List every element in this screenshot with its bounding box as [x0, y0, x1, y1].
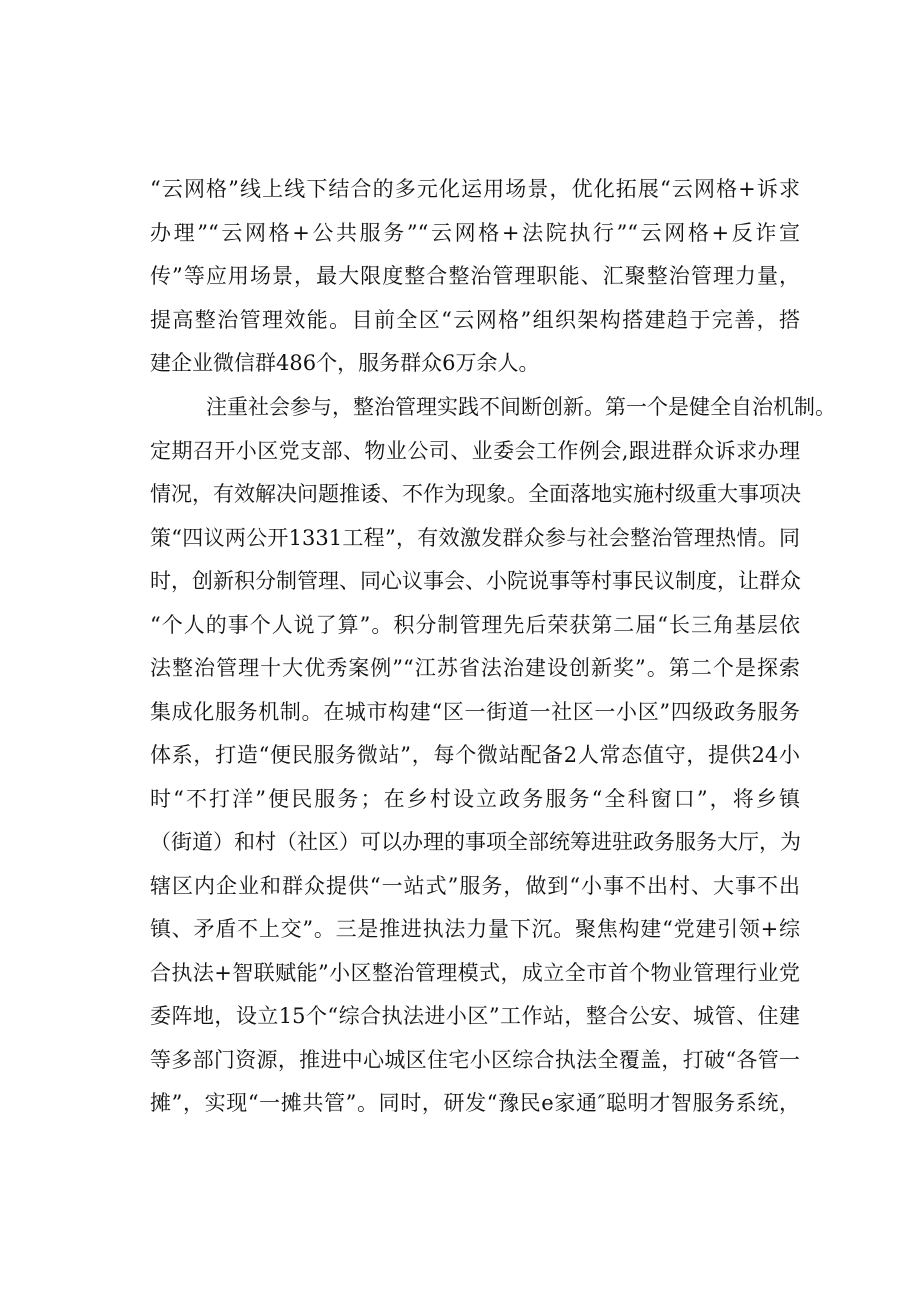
paragraph-line: 注重社会参与，整治管理实践不间断创新。第一个是健全自治机制。 — [206, 395, 836, 419]
paragraph-line: 委阵地，设立15个“综合执法进小区”工作站，整合公安、城管、住建 — [150, 1004, 800, 1028]
paragraph-line: 合执法+智联赋能”小区整治管理模式，成立全市首个物业管理行业党 — [150, 960, 800, 985]
paragraph-line: 办理”“云网格+公共服务”“云网格+法院执行”“云网格+反诈宣 — [150, 220, 800, 245]
paragraph-line: 摊”，实现“一摊共管”。同时，研发“豫民e家通″聪明才智服务系统， — [150, 1091, 800, 1115]
paragraph-line: 集成化服务机制。在城市构建“区一街道一社区一小区”四级政务服务 — [150, 699, 800, 724]
paragraph-line: “个人的事个人说了算”。积分制管理先后荣获第二届“长三角基层依 — [150, 612, 800, 637]
paragraph-line: 提高整治管理效能。目前全区“云网格”组织架构搭建趋于完善，搭 — [150, 307, 800, 332]
paragraph-line: 策“四议两公开1331工程”，有效激发群众参与社会整治管理热情。同 — [150, 525, 800, 550]
paragraph-line: 镇、矛盾不上交”。三是推进执法力量下沉。聚焦构建“党建引领+综 — [150, 917, 800, 941]
paragraph-line: 体系，打造“便民服务微站”，每个微站配备2人常态值守，提供24小 — [150, 743, 800, 767]
paragraph-line: “云网格”线上线下结合的多元化运用场景，优化拓展“云网格+诉求 — [150, 177, 800, 201]
paragraph-line: 建企业微信群486个，服务群众6万余人。 — [150, 351, 540, 375]
paragraph-1 — [150, 168, 800, 386]
paragraph-line: 情况，有效解决问题推诿、不作为现象。全面落地实施村级重大事项决 — [150, 482, 801, 506]
paragraph-line: 时“不打洋”便民服务；在乡村设立政务服务“全科窗口”，将乡镇 — [150, 786, 800, 811]
paragraph-line: （街道）和村（社区）可以办理的事项全部统筹进驻政务服务大厅，为 — [150, 830, 801, 854]
paragraph-line: 辖区内企业和群众提供“一站式”服务，做到“小事不出村、大事不出 — [150, 873, 800, 898]
paragraph-line: 传”等应用场景，最大限度整合整治管理职能、汇聚整治管理力量， — [150, 264, 800, 288]
paragraph-line: 等多部门资源，推进中心城区住宅小区综合执法全覆盖，打破“各管一 — [150, 1047, 800, 1072]
paragraph-line: 法整治管理十大优秀案例”“江苏省法治建设创新奖”。第二个是探索 — [150, 656, 800, 680]
paragraph-line: 定期召开小区党支部、物业公司、业委会工作例会,跟进群众诉求办理 — [150, 438, 800, 463]
paragraph-2 — [150, 386, 836, 1126]
paragraph-line: 时，创新积分制管理、同心议事会、小院说事等村事民议制度，让群众 — [150, 569, 801, 593]
